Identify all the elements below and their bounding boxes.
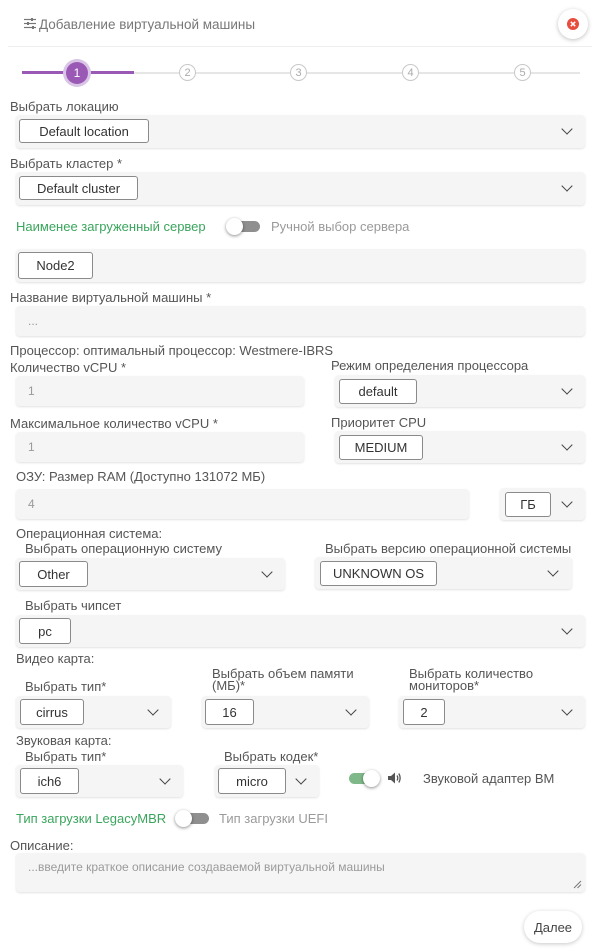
sound-codec-label: Выбрать кодек* [224, 749, 319, 764]
vcpu-value: 1 [28, 384, 35, 398]
sound-adapter-label: Звуковой адаптер ВМ [423, 771, 555, 786]
os-version-value: UNKNOWN OS [320, 561, 437, 586]
sound-section-label: Звуковая карта: [16, 733, 112, 748]
cpu-mode-select[interactable] [335, 375, 585, 407]
boot-legacy-label: Тип загрузки LegacyMBR [16, 811, 167, 826]
os-section-label: Операционная система: [16, 526, 163, 541]
chevron-down-icon [159, 773, 170, 784]
processor-info: Процессор: оптимальный процессор: Westmere-IBRS [10, 343, 334, 358]
chevron-down-icon [561, 704, 572, 715]
video-type-value: cirrus [20, 699, 84, 725]
chevron-down-icon [561, 123, 572, 134]
video-memory-label: Выбрать объем памяти (МБ)* [212, 666, 354, 693]
chevron-down-icon [561, 496, 572, 507]
cluster-value: Default cluster [19, 176, 138, 200]
next-button-label: Далее [533, 919, 573, 935]
cpu-mode-label: Режим определения процессора [331, 358, 529, 373]
step-2[interactable]: 2 [179, 64, 196, 81]
description-placeholder: ...введите краткое описание создаваемой виртуальной машины [28, 860, 385, 874]
os-type-value: Other [19, 561, 88, 587]
os-type-label: Выбрать операционную систему [25, 541, 222, 556]
cpu-priority-label: Приоритет CPU [331, 415, 427, 430]
video-type-select[interactable] [16, 696, 171, 728]
chevron-down-icon [147, 704, 158, 715]
video-section-label: Видео карта: [16, 651, 95, 666]
sound-type-label: Выбрать тип* [25, 749, 107, 764]
boot-type-toggle[interactable] [173, 808, 213, 828]
location-value: Default location [19, 119, 149, 143]
cluster-select[interactable] [16, 172, 585, 205]
os-version-select[interactable] [315, 557, 572, 589]
ram-label: ОЗУ: Размер RAM (Доступно 131072 МБ) [16, 469, 266, 484]
node-value: Node2 [18, 252, 93, 279]
chevron-down-icon [345, 704, 356, 715]
sound-type-value: ich6 [20, 768, 79, 794]
cpu-priority-value: MEDIUM [339, 435, 423, 460]
ram-unit-value: ГБ [505, 492, 551, 517]
chipset-label: Выбрать чипсет [25, 598, 122, 613]
dialog-header [0, 0, 600, 48]
step-1[interactable]: 1 [66, 62, 88, 84]
sound-type-select[interactable] [16, 765, 183, 797]
chipset-value: pc [19, 618, 71, 644]
description-label: Описание: [10, 838, 74, 853]
ram-input[interactable] [16, 489, 469, 519]
location-select[interactable] [16, 115, 585, 148]
chevron-down-icon [547, 565, 558, 576]
stepper [0, 60, 600, 86]
chevron-down-icon [561, 623, 572, 634]
sound-codec-select[interactable] [215, 765, 319, 797]
os-type-select[interactable] [16, 558, 285, 590]
max-vcpu-value: 1 [28, 440, 35, 454]
location-label: Выбрать локацию [10, 99, 119, 114]
sound-codec-value: micro [218, 768, 286, 794]
manual-server-label: Ручной выбор сервера [271, 219, 410, 234]
resize-handle-icon[interactable] [573, 880, 582, 889]
video-monitors-select[interactable] [399, 696, 585, 728]
cluster-label: Выбрать кластер * [10, 156, 123, 171]
sliders-icon [24, 18, 36, 29]
ram-unit-select[interactable] [500, 488, 585, 520]
close-icon [567, 18, 579, 30]
cpu-priority-select[interactable] [335, 431, 585, 463]
video-type-label: Выбрать тип* [25, 679, 107, 694]
header-divider [8, 46, 592, 47]
step-4[interactable]: 4 [402, 64, 419, 81]
speaker-icon [387, 771, 402, 785]
os-version-label: Выбрать версию операционной системы [325, 541, 572, 556]
node-select[interactable] [16, 249, 585, 282]
vm-name-input[interactable] [16, 306, 585, 336]
video-memory-value: 16 [205, 699, 254, 725]
step-5[interactable]: 5 [514, 64, 531, 81]
next-button[interactable] [524, 911, 582, 943]
description-textarea[interactable] [16, 853, 585, 892]
step-3[interactable]: 3 [290, 64, 307, 81]
close-button[interactable] [558, 9, 588, 39]
least-loaded-server-label: Наименее загруженный сервер [16, 219, 206, 234]
video-memory-select[interactable] [202, 696, 369, 728]
chevron-down-icon [561, 439, 572, 450]
chevron-down-icon [295, 773, 306, 784]
max-vcpu-label: Максимальное количество vCPU * [10, 416, 218, 431]
vm-name-placeholder: ... [28, 314, 39, 328]
chevron-down-icon [261, 566, 272, 577]
chevron-down-icon [561, 180, 572, 191]
sound-adapter-toggle[interactable] [346, 768, 386, 788]
chevron-down-icon [561, 383, 572, 394]
max-vcpu-input[interactable] [16, 432, 304, 462]
server-mode-toggle[interactable] [224, 216, 264, 236]
chipset-select[interactable] [16, 615, 585, 647]
cpu-mode-value: default [339, 379, 417, 404]
boot-uefi-label: Тип загрузки UEFI [219, 811, 328, 826]
video-monitors-label: Выбрать количество мониторов* [409, 666, 534, 693]
dialog-title: Добавление виртуальной машины [39, 17, 256, 32]
ram-value: 4 [28, 497, 35, 511]
video-monitors-value: 2 [403, 699, 445, 725]
vm-name-label: Название виртуальной машины * [10, 290, 212, 305]
vcpu-label: Количество vCPU * [10, 360, 127, 375]
vcpu-input[interactable] [16, 376, 304, 406]
